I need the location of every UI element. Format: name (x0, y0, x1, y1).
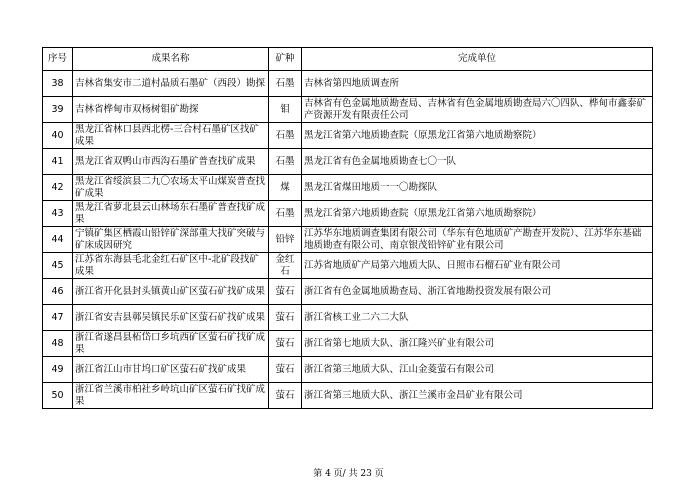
cell-name: 黑龙江省林口县西北楞-三合村石墨矿区找矿成果 (73, 123, 269, 149)
cell-name: 宁镇矿集区栖霞山铅锌矿深部重大找矿突破与矿床成因研究 (73, 227, 269, 253)
cell-no: 46 (43, 279, 73, 305)
table-row (43, 227, 653, 253)
header-unit: 完成单位 (302, 48, 653, 71)
table-row (43, 305, 653, 331)
table-row (43, 279, 653, 305)
cell-unit: 浙江省有色金属地质勘查局、浙江省地勘投资发展有限公司 (302, 279, 653, 305)
cell-unit: 吉林省有色金属地质勘查局、吉林省有色金属地质勘查局六〇四队、桦甸市鑫泰矿产资源开发有限责任公司 (302, 97, 653, 123)
cell-name: 浙江省兰溪市柏社乡岭坑山矿区萤石矿找矿成果 (73, 383, 269, 409)
cell-mineral: 萤石 (269, 305, 302, 331)
cell-name: 吉林省桦甸市双杨树钼矿勘探 (73, 97, 269, 123)
cell-mineral: 萤石 (269, 383, 302, 409)
cell-mineral: 萤石 (269, 331, 302, 357)
cell-name: 黑龙江省萝北县云山林场东石墨矿普查找矿成果 (73, 201, 269, 227)
cell-no: 45 (43, 253, 73, 279)
table-row (43, 331, 653, 357)
table-header-row (43, 48, 653, 71)
cell-no: 38 (43, 71, 73, 97)
cell-mineral: 石墨 (269, 149, 302, 175)
cell-unit: 黑龙江省煤田地质一一〇勘探队 (302, 175, 653, 201)
cell-name: 浙江省江山市甘坞口矿区萤石矿找矿成果 (73, 357, 269, 383)
cell-mineral: 钼 (269, 97, 302, 123)
cell-unit: 浙江省第三地质大队、浙江兰溪市金昌矿业有限公司 (302, 383, 653, 409)
cell-unit: 浙江省第七地质大队、浙江隆兴矿业有限公司 (302, 331, 653, 357)
cell-unit: 黑龙江省第六地质勘查院（原黑龙江省第六地质勘察院） (302, 201, 653, 227)
cell-no: 40 (43, 123, 73, 149)
page-number: 第 4 页/ 共 23 页 (313, 469, 384, 479)
cell-name: 黑龙江省绥滨县二九〇农场太平山煤炭普查找矿成果 (73, 175, 269, 201)
cell-mineral: 石墨 (269, 71, 302, 97)
cell-mineral: 石墨 (269, 201, 302, 227)
cell-no: 41 (43, 149, 73, 175)
header-name: 成果名称 (73, 48, 269, 71)
table-row (43, 97, 653, 123)
cell-unit: 吉林省第四地质调查所 (302, 71, 653, 97)
table-body (43, 71, 653, 409)
cell-mineral: 萤石 (269, 279, 302, 305)
table-row (43, 383, 653, 409)
cell-no: 48 (43, 331, 73, 357)
cell-no: 43 (43, 201, 73, 227)
cell-no: 39 (43, 97, 73, 123)
table-row (43, 357, 653, 383)
cell-mineral: 煤 (269, 175, 302, 201)
cell-unit: 浙江省第三地质大队、江山金菱萤石有限公司 (302, 357, 653, 383)
results-table (42, 47, 653, 409)
table-row (43, 123, 653, 149)
table-row (43, 201, 653, 227)
header-mineral: 矿种 (269, 48, 302, 71)
cell-name: 浙江省遂昌县柘岱口乡坑西矿区萤石矿找矿成果 (73, 331, 269, 357)
cell-name: 江苏省东海县毛北金红石矿区中-北矿段找矿成果 (73, 253, 269, 279)
cell-name: 黑龙江省双鸭山市西沟石墨矿普查找矿成果 (73, 149, 269, 175)
cell-unit: 浙江省核工业二六二大队 (302, 305, 653, 331)
cell-unit: 江苏华东地质调查集团有限公司（华东有色地质矿产勘查开发院）、江苏华东基础地质勘查有限公司、南京银茂铅锌矿业有限公司 (302, 227, 653, 253)
table-row (43, 71, 653, 97)
cell-unit: 黑龙江省有色金属地质勘查七〇一队 (302, 149, 653, 175)
table-row (43, 149, 653, 175)
cell-name: 浙江省开化县封头镇黄山矿区萤石矿找矿成果 (73, 279, 269, 305)
cell-no: 49 (43, 357, 73, 383)
cell-unit: 江苏省地质矿产局第六地质大队、日照市石榴石矿业有限公司 (302, 253, 653, 279)
cell-unit: 黑龙江省第六地质勘查院（原黑龙江省第六地质勘察院） (302, 123, 653, 149)
cell-mineral: 萤石 (269, 357, 302, 383)
cell-mineral: 铅锌 (269, 227, 302, 253)
cell-no: 47 (43, 305, 73, 331)
table-row (43, 175, 653, 201)
cell-no: 50 (43, 383, 73, 409)
cell-name: 吉林省集安市二道村晶质石墨矿（西段）勘探 (73, 71, 269, 97)
cell-no: 42 (43, 175, 73, 201)
table-row (43, 253, 653, 279)
cell-mineral: 石墨 (269, 123, 302, 149)
cell-mineral: 金红石 (269, 253, 302, 279)
header-no: 序号 (43, 48, 73, 71)
cell-no: 44 (43, 227, 73, 253)
cell-name: 浙江省安吉县鄣吴镇民乐矿区萤石矿找矿成果 (73, 305, 269, 331)
